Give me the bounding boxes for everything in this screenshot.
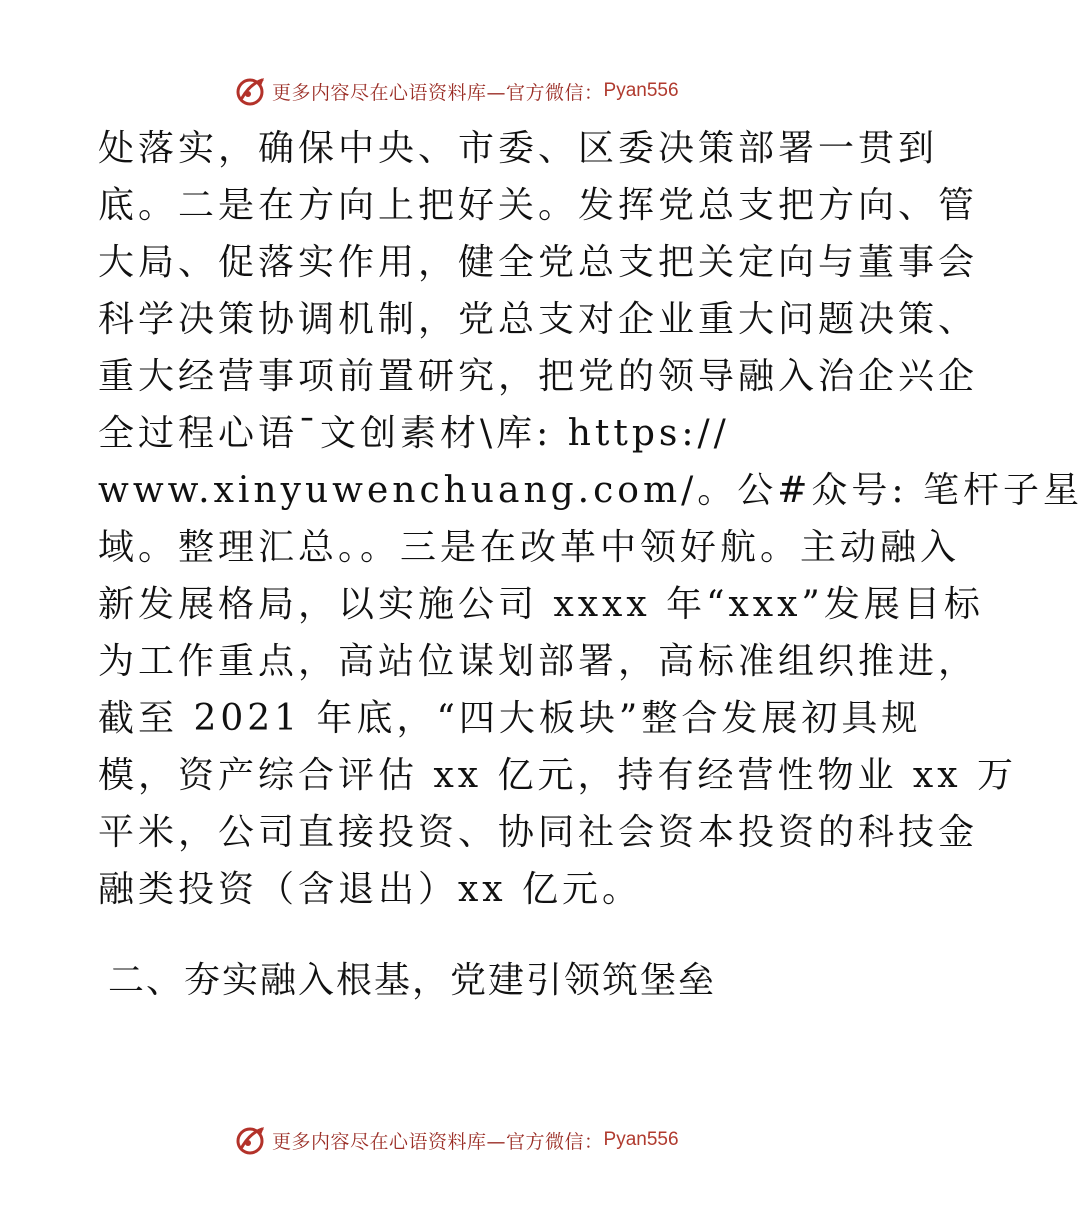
paragraph-line: 全过程心语¯文创素材\库: https:// <box>98 413 730 454</box>
body-paragraph <box>98 120 1083 918</box>
header-banner-text: 更多内容尽在心语资料库—官方微信： <box>272 81 604 104</box>
header-banner-id: Pyan556 <box>603 80 679 101</box>
footer-banner-text: 更多内容尽在心语资料库—官方微信： <box>272 1130 604 1153</box>
paragraph-line: 截至 2021 年底，“四大板块”整合发展初具规 <box>98 698 922 739</box>
pen-swirl-logo-icon <box>234 74 268 108</box>
paragraph-line: 融类投资（含退出）xx 亿元。 <box>98 869 643 910</box>
paragraph-line: 模，资产综合评估 xx 亿元，持有经营性物业 xx 万 <box>98 755 1017 796</box>
paragraph-line: 为工作重点，高站位谋划部署，高标准组织推进， <box>98 641 979 682</box>
header-banner <box>234 71 679 111</box>
paragraph-line: www.xinyuwenchuang.com/。公#众号: 笔杆子星 <box>98 470 1083 511</box>
section-heading: 二、夯实融入根基，党建引领筑堡垒 <box>108 960 717 1001</box>
footer-banner-id: Pyan556 <box>603 1129 679 1150</box>
paragraph-line: 大局、促落实作用，健全党总支把关定向与董事会 <box>98 242 979 283</box>
paragraph-line: 域。整理汇总。。三是在改革中领好航。主动融入 <box>98 527 961 568</box>
paragraph-line: 新发展格局，以实施公司 xxxx 年“xxx”发展目标 <box>98 584 984 625</box>
paragraph-line: 重大经营事项前置研究，把党的领导融入治企兴企 <box>98 356 979 397</box>
footer-banner <box>234 1120 679 1160</box>
pen-swirl-logo-icon <box>234 1123 268 1157</box>
paragraph-line: 底。二是在方向上把好关。发挥党总支把方向、管 <box>98 185 979 226</box>
paragraph-line: 处落实，确保中央、市委、区委决策部署一贯到 <box>98 128 939 169</box>
paragraph-line: 平米，公司直接投资、协同社会资本投资的科技金 <box>98 812 979 853</box>
paragraph-line: 科学决策协调机制，党总支对企业重大问题决策、 <box>98 299 979 340</box>
